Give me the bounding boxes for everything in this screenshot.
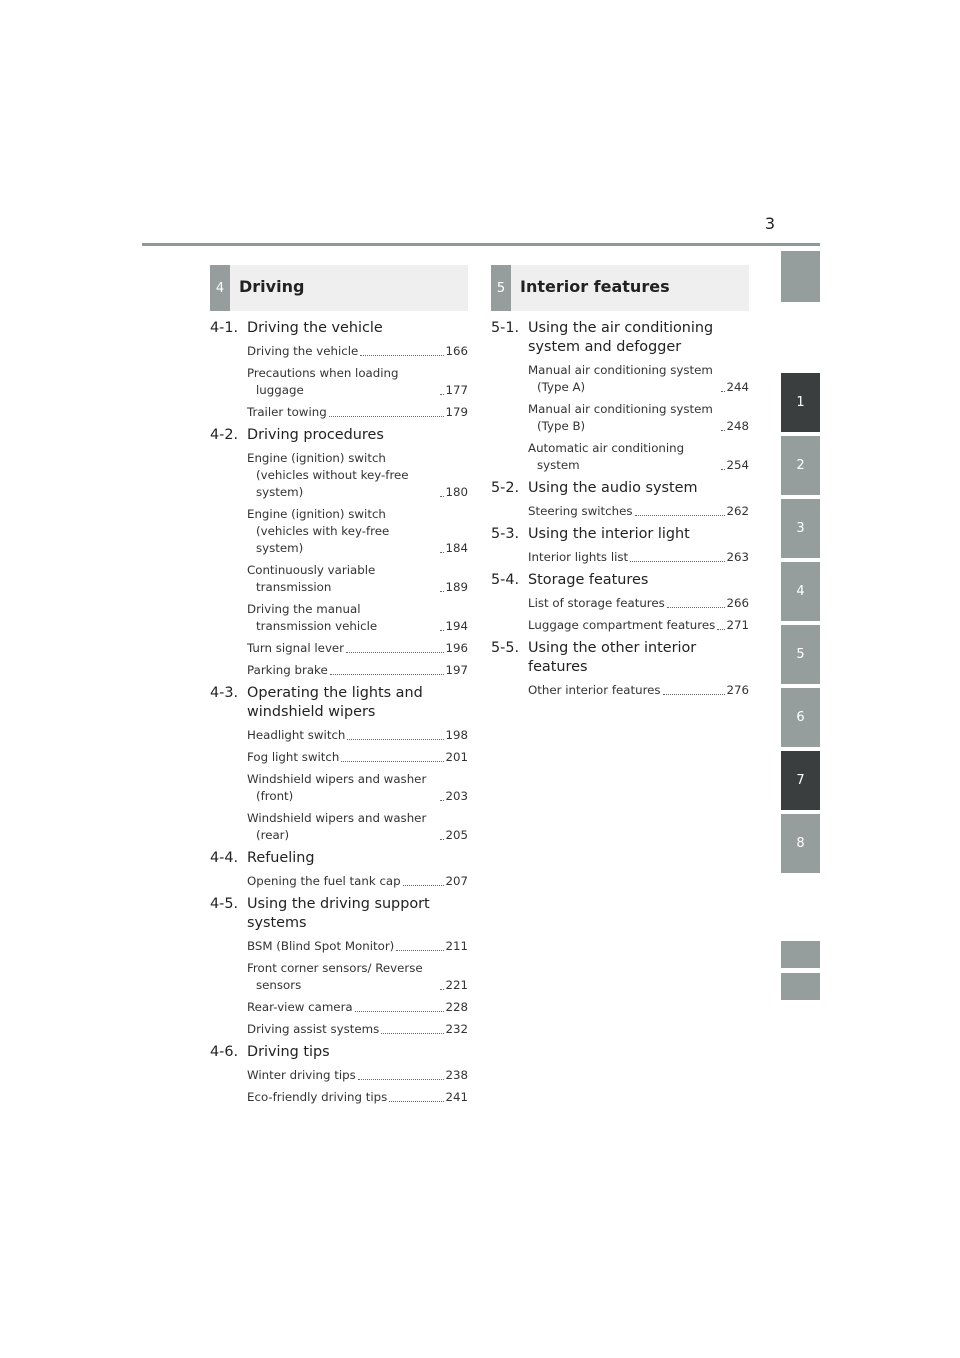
dot-leader	[440, 496, 444, 497]
toc-section	[491, 571, 749, 634]
entry-list	[210, 449, 468, 679]
dot-leader	[396, 950, 444, 951]
dot-leader	[440, 630, 444, 631]
chapter-tab-7[interactable]: 7	[781, 751, 820, 810]
toc-entry[interactable]	[247, 1021, 468, 1038]
toc-entry[interactable]	[247, 450, 468, 501]
toc-entry[interactable]	[247, 404, 468, 421]
entry-page-number: 177	[445, 383, 468, 397]
entry-page-number: 211	[445, 939, 468, 953]
entry-list	[210, 1066, 468, 1106]
toc-entry[interactable]	[247, 601, 468, 635]
toc-entry[interactable]	[247, 810, 468, 844]
toc-entry[interactable]	[247, 771, 468, 805]
entry-title: Winter driving tips	[247, 1068, 356, 1082]
entry-page-number: 194	[445, 619, 468, 633]
section-number: 4-4.	[210, 850, 239, 866]
entry-title: Fog light switch	[247, 750, 340, 764]
entry-page-number: 248	[726, 419, 749, 433]
chapter-tab-6[interactable]: 6	[781, 688, 820, 747]
toc-section	[210, 1043, 468, 1106]
entry-list	[491, 681, 749, 699]
entry-page-number: 244	[726, 380, 749, 394]
dot-leader	[329, 416, 445, 417]
entry-page-number: 232	[445, 1022, 468, 1036]
dot-leader	[440, 839, 444, 840]
section-title: Driving procedures	[247, 427, 384, 443]
entry-title: Trailer towing	[247, 405, 327, 419]
entry-title: Luggage compartment features	[528, 618, 716, 632]
entry-page-number: 262	[726, 504, 749, 518]
section-heading[interactable]	[210, 319, 468, 342]
entry-page-number: 201	[445, 750, 468, 764]
entry-list	[210, 726, 468, 844]
toc-entry[interactable]	[528, 503, 749, 520]
chapter-tab-3[interactable]: 3	[781, 499, 820, 558]
section-number: 4-2.	[210, 427, 239, 443]
entry-title: Opening the fuel tank cap	[247, 874, 401, 888]
chapter-header	[491, 265, 749, 311]
chapter-title: Interior features	[520, 277, 670, 296]
toc-entry[interactable]	[247, 506, 468, 557]
section-heading[interactable]	[210, 684, 468, 726]
entry-title: Windshield wipers and washer (rear)	[247, 811, 427, 842]
entry-title: Engine (ignition) switch (vehicles without key-free system)	[247, 451, 409, 499]
entry-title: Manual air conditioning system (Type B)	[528, 402, 713, 433]
toc-entry[interactable]	[528, 549, 749, 566]
section-title: Storage features	[528, 572, 649, 588]
section-title: Using the air conditioning system and defogger	[528, 320, 714, 355]
chapter-tab-2[interactable]: 2	[781, 436, 820, 495]
dot-leader	[341, 761, 444, 762]
entry-page-number: 179	[445, 405, 468, 419]
dot-leader	[440, 552, 444, 553]
dot-leader	[721, 391, 725, 392]
entry-title: BSM (Blind Spot Monitor)	[247, 939, 395, 953]
entry-title: Rear-view camera	[247, 1000, 353, 1014]
entry-page-number: 184	[445, 541, 468, 555]
entry-page-number: 266	[726, 596, 749, 610]
dot-leader	[721, 469, 725, 470]
entry-title: Turn signal lever	[247, 641, 345, 655]
entry-list	[491, 548, 749, 566]
toc-section	[210, 684, 468, 844]
entry-title: Parking brake	[247, 663, 328, 677]
entry-title: Other interior features	[528, 683, 661, 697]
toc-entry[interactable]	[247, 960, 468, 994]
section-heading[interactable]	[210, 895, 468, 937]
section-number: 5-4.	[491, 572, 520, 588]
dot-leader	[667, 607, 726, 608]
section-number: 4-3.	[210, 685, 239, 701]
entry-page-number: 228	[445, 1000, 468, 1014]
chapter-5-column	[491, 265, 749, 704]
section-title: Driving the vehicle	[247, 320, 383, 336]
section-number: 4-1.	[210, 320, 239, 336]
dot-leader	[440, 989, 444, 990]
dot-leader	[389, 1101, 444, 1102]
dot-leader	[440, 800, 444, 801]
entry-list	[491, 361, 749, 474]
toc-entry[interactable]	[247, 343, 468, 360]
section-tab[interactable]	[781, 941, 820, 968]
entry-page-number: 221	[445, 978, 468, 992]
section-heading[interactable]	[210, 426, 468, 449]
toc-entry[interactable]	[528, 362, 749, 396]
toc-entry[interactable]	[247, 727, 468, 744]
entry-title: Engine (ignition) switch (vehicles with key-free system)	[247, 507, 390, 555]
chapter-number-badge: 4	[210, 265, 230, 311]
entry-title: Driving the vehicle	[247, 344, 359, 358]
entry-page-number: 207	[445, 874, 468, 888]
toc-section	[210, 895, 468, 1038]
entry-title: Automatic air conditioning system	[528, 441, 685, 472]
entry-page-number: 189	[445, 580, 468, 594]
entry-title: Precautions when loading luggage	[247, 366, 399, 397]
section-title: Driving tips	[247, 1044, 330, 1060]
entry-list	[491, 502, 749, 520]
section-title: Operating the lights and windshield wipers	[247, 685, 423, 720]
section-heading[interactable]	[491, 571, 749, 594]
dot-leader	[360, 355, 444, 356]
entry-title: Windshield wipers and washer (front)	[247, 772, 427, 803]
entry-page-number: 263	[726, 550, 749, 564]
section-number: 5-1.	[491, 320, 520, 336]
toc-entry[interactable]	[247, 365, 468, 399]
entry-title: Driving the manual transmission vehicle	[247, 602, 378, 633]
header-rule	[142, 243, 820, 246]
entry-page-number: 203	[445, 789, 468, 803]
dot-leader	[330, 674, 445, 675]
entry-title: Interior lights list	[528, 550, 629, 564]
page-number: 3	[764, 214, 776, 233]
entry-page-number: 196	[445, 641, 468, 655]
entry-title: Eco-friendly driving tips	[247, 1090, 388, 1104]
dot-leader	[440, 394, 444, 395]
dot-leader	[358, 1079, 445, 1080]
entry-page-number: 205	[445, 828, 468, 842]
toc-entry[interactable]	[247, 999, 468, 1016]
section-tab[interactable]	[781, 251, 820, 302]
toc-section	[210, 426, 468, 679]
chapter-sections	[210, 319, 468, 1106]
toc-entry[interactable]	[528, 440, 749, 474]
section-title: Using the audio system	[528, 480, 698, 496]
section-heading[interactable]	[491, 525, 749, 548]
entry-list	[210, 872, 468, 890]
entry-list	[210, 342, 468, 421]
dot-leader	[403, 885, 445, 886]
dot-leader	[717, 629, 725, 630]
section-number: 5-5.	[491, 640, 520, 656]
section-number: 5-2.	[491, 480, 520, 496]
entry-page-number: 254	[726, 458, 749, 472]
dot-leader	[630, 561, 725, 562]
chapter-4-column	[210, 265, 468, 1111]
toc-entry[interactable]	[528, 595, 749, 612]
section-heading[interactable]	[210, 849, 468, 872]
chapter-tab-5[interactable]: 5	[781, 625, 820, 684]
section-title: Using the driving support systems	[247, 896, 430, 931]
section-tab[interactable]	[781, 973, 820, 1000]
entry-title: Manual air conditioning system (Type A)	[528, 363, 713, 394]
entry-page-number: 198	[445, 728, 468, 742]
chapter-title: Driving	[239, 277, 305, 296]
toc-entry[interactable]	[247, 640, 468, 657]
entry-page-number: 197	[445, 663, 468, 677]
dot-leader	[721, 430, 725, 431]
section-number: 4-6.	[210, 1044, 239, 1060]
toc-entry[interactable]	[247, 662, 468, 679]
section-heading[interactable]	[491, 479, 749, 502]
toc-entry[interactable]	[528, 401, 749, 435]
entry-title: Steering switches	[528, 504, 633, 518]
section-heading[interactable]	[210, 1043, 468, 1066]
toc-entry[interactable]	[528, 617, 749, 634]
dot-leader	[347, 739, 444, 740]
chapter-tab-4[interactable]: 4	[781, 562, 820, 621]
entry-page-number: 276	[726, 683, 749, 697]
toc-entry[interactable]	[247, 873, 468, 890]
entry-page-number: 271	[726, 618, 749, 632]
toc-entry[interactable]	[247, 1067, 468, 1084]
dot-leader	[355, 1011, 445, 1012]
toc-entry[interactable]	[247, 562, 468, 596]
entry-title: Headlight switch	[247, 728, 346, 742]
toc-entry[interactable]	[247, 749, 468, 766]
entry-page-number: 166	[445, 344, 468, 358]
chapter-number-badge: 5	[491, 265, 511, 311]
section-number: 5-3.	[491, 526, 520, 542]
dot-leader	[346, 652, 444, 653]
toc-entry[interactable]	[528, 682, 749, 699]
chapter-sections	[491, 319, 749, 699]
entry-list	[210, 937, 468, 1038]
toc-entry[interactable]	[247, 938, 468, 955]
toc-entry[interactable]	[247, 1089, 468, 1106]
chapter-tab-1[interactable]: 1	[781, 373, 820, 432]
entry-page-number: 238	[445, 1068, 468, 1082]
entry-list	[491, 594, 749, 634]
entry-title: List of storage features	[528, 596, 665, 610]
entry-page-number: 241	[445, 1090, 468, 1104]
section-title: Refueling	[247, 850, 315, 866]
section-heading[interactable]	[491, 319, 749, 361]
section-title: Using the interior light	[528, 526, 690, 542]
entry-title: Driving assist systems	[247, 1022, 380, 1036]
chapter-header	[210, 265, 468, 311]
toc-section	[210, 849, 468, 890]
entry-title: Continuously variable transmission	[247, 563, 376, 594]
section-title: Using the other interior features	[528, 640, 697, 675]
section-number: 4-5.	[210, 896, 239, 912]
dot-leader	[440, 591, 444, 592]
dot-leader	[663, 694, 726, 695]
section-heading[interactable]	[491, 639, 749, 681]
toc-section	[491, 319, 749, 474]
entry-page-number: 180	[445, 485, 468, 499]
chapter-tab-8[interactable]: 8	[781, 814, 820, 873]
toc-section	[491, 639, 749, 699]
toc-section	[491, 479, 749, 520]
toc-section	[491, 525, 749, 566]
toc-section	[210, 319, 468, 421]
dot-leader	[635, 515, 726, 516]
dot-leader	[381, 1033, 444, 1034]
entry-title: Front corner sensors/ Reverse sensors	[247, 961, 423, 992]
